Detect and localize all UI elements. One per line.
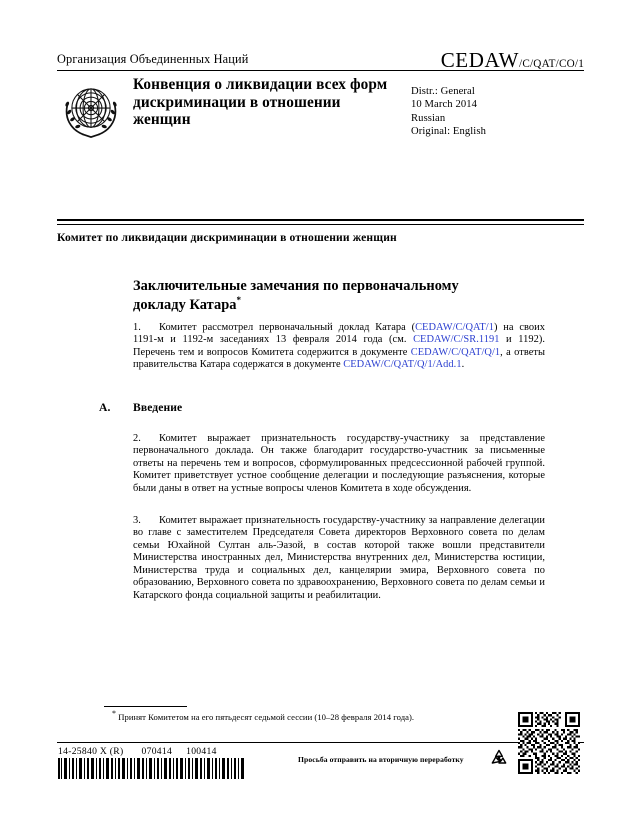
convention-title: Конвенция о ликвидации всех форм дискриминации в отношении женщин [133, 76, 388, 128]
paragraph-2-number: 2. [133, 433, 141, 444]
paragraph-2 [133, 433, 545, 495]
document-reference-link[interactable]: CEDAW/C/QAT/Q/1 [410, 346, 501, 358]
document-reference-link[interactable]: CEDAW/C/QAT/Q/1/Add.1 [343, 359, 462, 371]
masthead-divider [57, 70, 584, 71]
date-code-1: 070414 [141, 746, 173, 757]
section-divider-thin [57, 224, 584, 225]
paragraph-3-body [133, 515, 545, 601]
footnote [112, 709, 532, 723]
organization-name: Организация Объединенных Наций [57, 52, 249, 66]
paragraph-3 [133, 515, 545, 602]
paragraph-3-number: 3. [133, 515, 141, 526]
un-emblem [58, 80, 124, 144]
document-reference-link[interactable]: CEDAW/C/SR.1191 [413, 334, 500, 346]
paragraph-text: ) на своих 1191-м и 1192-м заседаниях 13 февраля 2014 года (см. [133, 322, 545, 346]
distribution-type: Distr.: General [411, 86, 475, 97]
distribution-date: 10 March 2014 [411, 99, 478, 111]
date-code-2: 100414 [186, 746, 217, 757]
section-divider-thick [57, 219, 584, 221]
paragraph-1-body [133, 322, 545, 370]
paragraph-1 [133, 322, 545, 372]
footnote-text: Принят Комитетом на его пятьдесят седьмой сессии (10–28 февраля 2014 года). [118, 712, 415, 722]
paragraph-text: Комитет выражает признательность государству-участнику за представление первоначального доклада. Он также благодарит государство-участник за письменные ответы на перечень тем и вопросов, сформулированных предсессионной рабочей группой. Комитет приветствует устное сообщение делегации и последующие разъяснения, которые были даны в ответ на устные вопросы членов Комитета в ходе обсуждения. [133, 433, 545, 494]
document-language: Russian [411, 112, 446, 124]
job-number: 14-25840 X (R) [58, 746, 124, 757]
distribution-block [411, 85, 486, 138]
qr-code [518, 712, 580, 774]
page-title-text: Заключительные замечания по первоначальному докладу Катара [133, 278, 459, 313]
page-title-footnote-marker: * [236, 294, 242, 305]
document-symbol-main: CEDAW [440, 48, 520, 72]
paragraph-text: . [461, 359, 465, 371]
footnote-separator [104, 706, 187, 707]
document-symbol-suffix: /C/QAT/CO/1 [519, 58, 584, 70]
paragraph-1-number: 1. [133, 322, 141, 333]
paragraph-text: Комитет рассмотрел первоначальный доклад Катара ( [159, 322, 416, 333]
recycle-icon [489, 748, 509, 768]
section-label: Введение [133, 401, 183, 414]
section-letter: A. [99, 401, 111, 414]
barcode [58, 758, 246, 779]
page-title [133, 277, 493, 314]
recycle-text: Просьба отправить на вторичную переработку [298, 755, 464, 764]
paragraph-text: и 1192). Перечень тем и вопросов Комитета содержится в документе [133, 334, 545, 358]
section-heading-a [99, 401, 182, 414]
job-number-line [58, 746, 217, 757]
paragraph-text: , а ответы правительства Катара содержатся в документе [133, 346, 545, 371]
document-reference-link[interactable]: CEDAW/C/QAT/1 [415, 322, 494, 333]
paragraph-2-body [133, 433, 545, 494]
footer-divider [57, 742, 584, 743]
paragraph-text: Комитет выражает признательность государству-участнику за направление делегации во главе с заместителем Председателя Совета директоров Верховного совета по делам семьи Юхайной Султан аль-Эазой, в состав которой также вошли представители Министерства иностранных дел, Министерства внутренних дел, Министерства юстиции, Министерства труда и социальных дел, канцелярии эмира, Верховного совета по образованию, Верховного совета по здравоохранению, Верховного совета по делам семьи и Катарского фонда социальной защиты и реабилитации. [133, 515, 545, 601]
committee-name: Комитет по ликвидации дискриминации в отношении женщин [57, 231, 397, 244]
original-language: Original: English [411, 125, 486, 137]
footnote-marker: * [112, 709, 117, 719]
